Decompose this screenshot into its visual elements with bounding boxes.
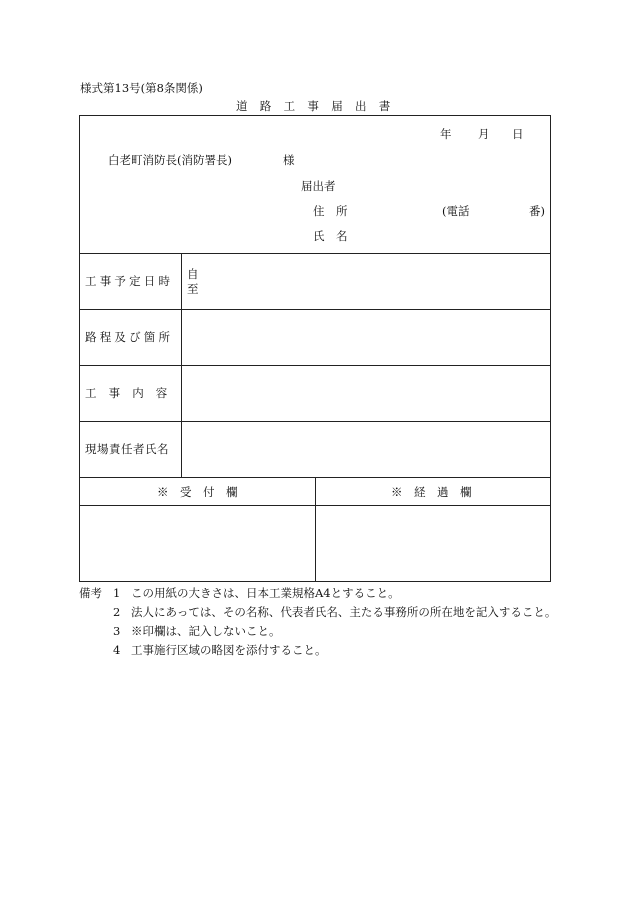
phone-open: (電話 — [442, 204, 470, 218]
schedule-label: 工事予定日時 — [85, 274, 174, 288]
honorific: 様 — [283, 153, 295, 167]
supervisor-label: 現場責任者氏名 — [85, 442, 169, 456]
form-number: 様式第13号(第8条関係) — [80, 81, 203, 95]
content-label: 工 事 内 容 — [85, 386, 168, 400]
divider-schedule — [79, 309, 551, 310]
date-month[interactable]: 月 — [478, 127, 490, 141]
office-column-divider — [315, 477, 316, 582]
remark-text: この用紙の大きさは、日本工業規格A4とすること。 — [131, 586, 400, 600]
name-label: 氏 名 — [313, 229, 348, 243]
reception-header: ※ 受 付 欄 — [157, 485, 238, 499]
divider-route — [79, 365, 551, 366]
progress-header: ※ 経 過 欄 — [391, 485, 472, 499]
remark-text: 法人にあっては、その名称、代表者氏名、主たる事務所の所在地を記入すること。 — [131, 605, 557, 619]
remark-number: 3 — [113, 624, 121, 638]
date-year[interactable]: 年 — [440, 127, 452, 141]
label-column-divider — [181, 253, 182, 477]
schedule-to: 至 — [187, 282, 199, 296]
divider-content — [79, 421, 551, 422]
form-title: 道路工事届出書 — [236, 99, 403, 113]
divider-header — [79, 253, 551, 254]
remark-number: 2 — [113, 605, 121, 619]
route-label: 路程及び箇所 — [85, 330, 174, 344]
phone-close: 番) — [529, 204, 545, 218]
date-day[interactable]: 日 — [512, 127, 524, 141]
schedule-from: 自 — [187, 267, 199, 281]
remarks-label: 備考 — [79, 586, 102, 600]
address-label: 住 所 — [313, 204, 348, 218]
remark-number: 1 — [113, 586, 121, 600]
remark-text: 工事施行区域の略図を添付すること。 — [131, 643, 327, 657]
remark-number: 4 — [113, 643, 121, 657]
remark-text: ※印欄は、記入しないこと。 — [131, 624, 281, 638]
notifier-label: 届出者 — [301, 179, 336, 193]
addressee: 白老町消防長(消防署長) — [108, 153, 232, 167]
